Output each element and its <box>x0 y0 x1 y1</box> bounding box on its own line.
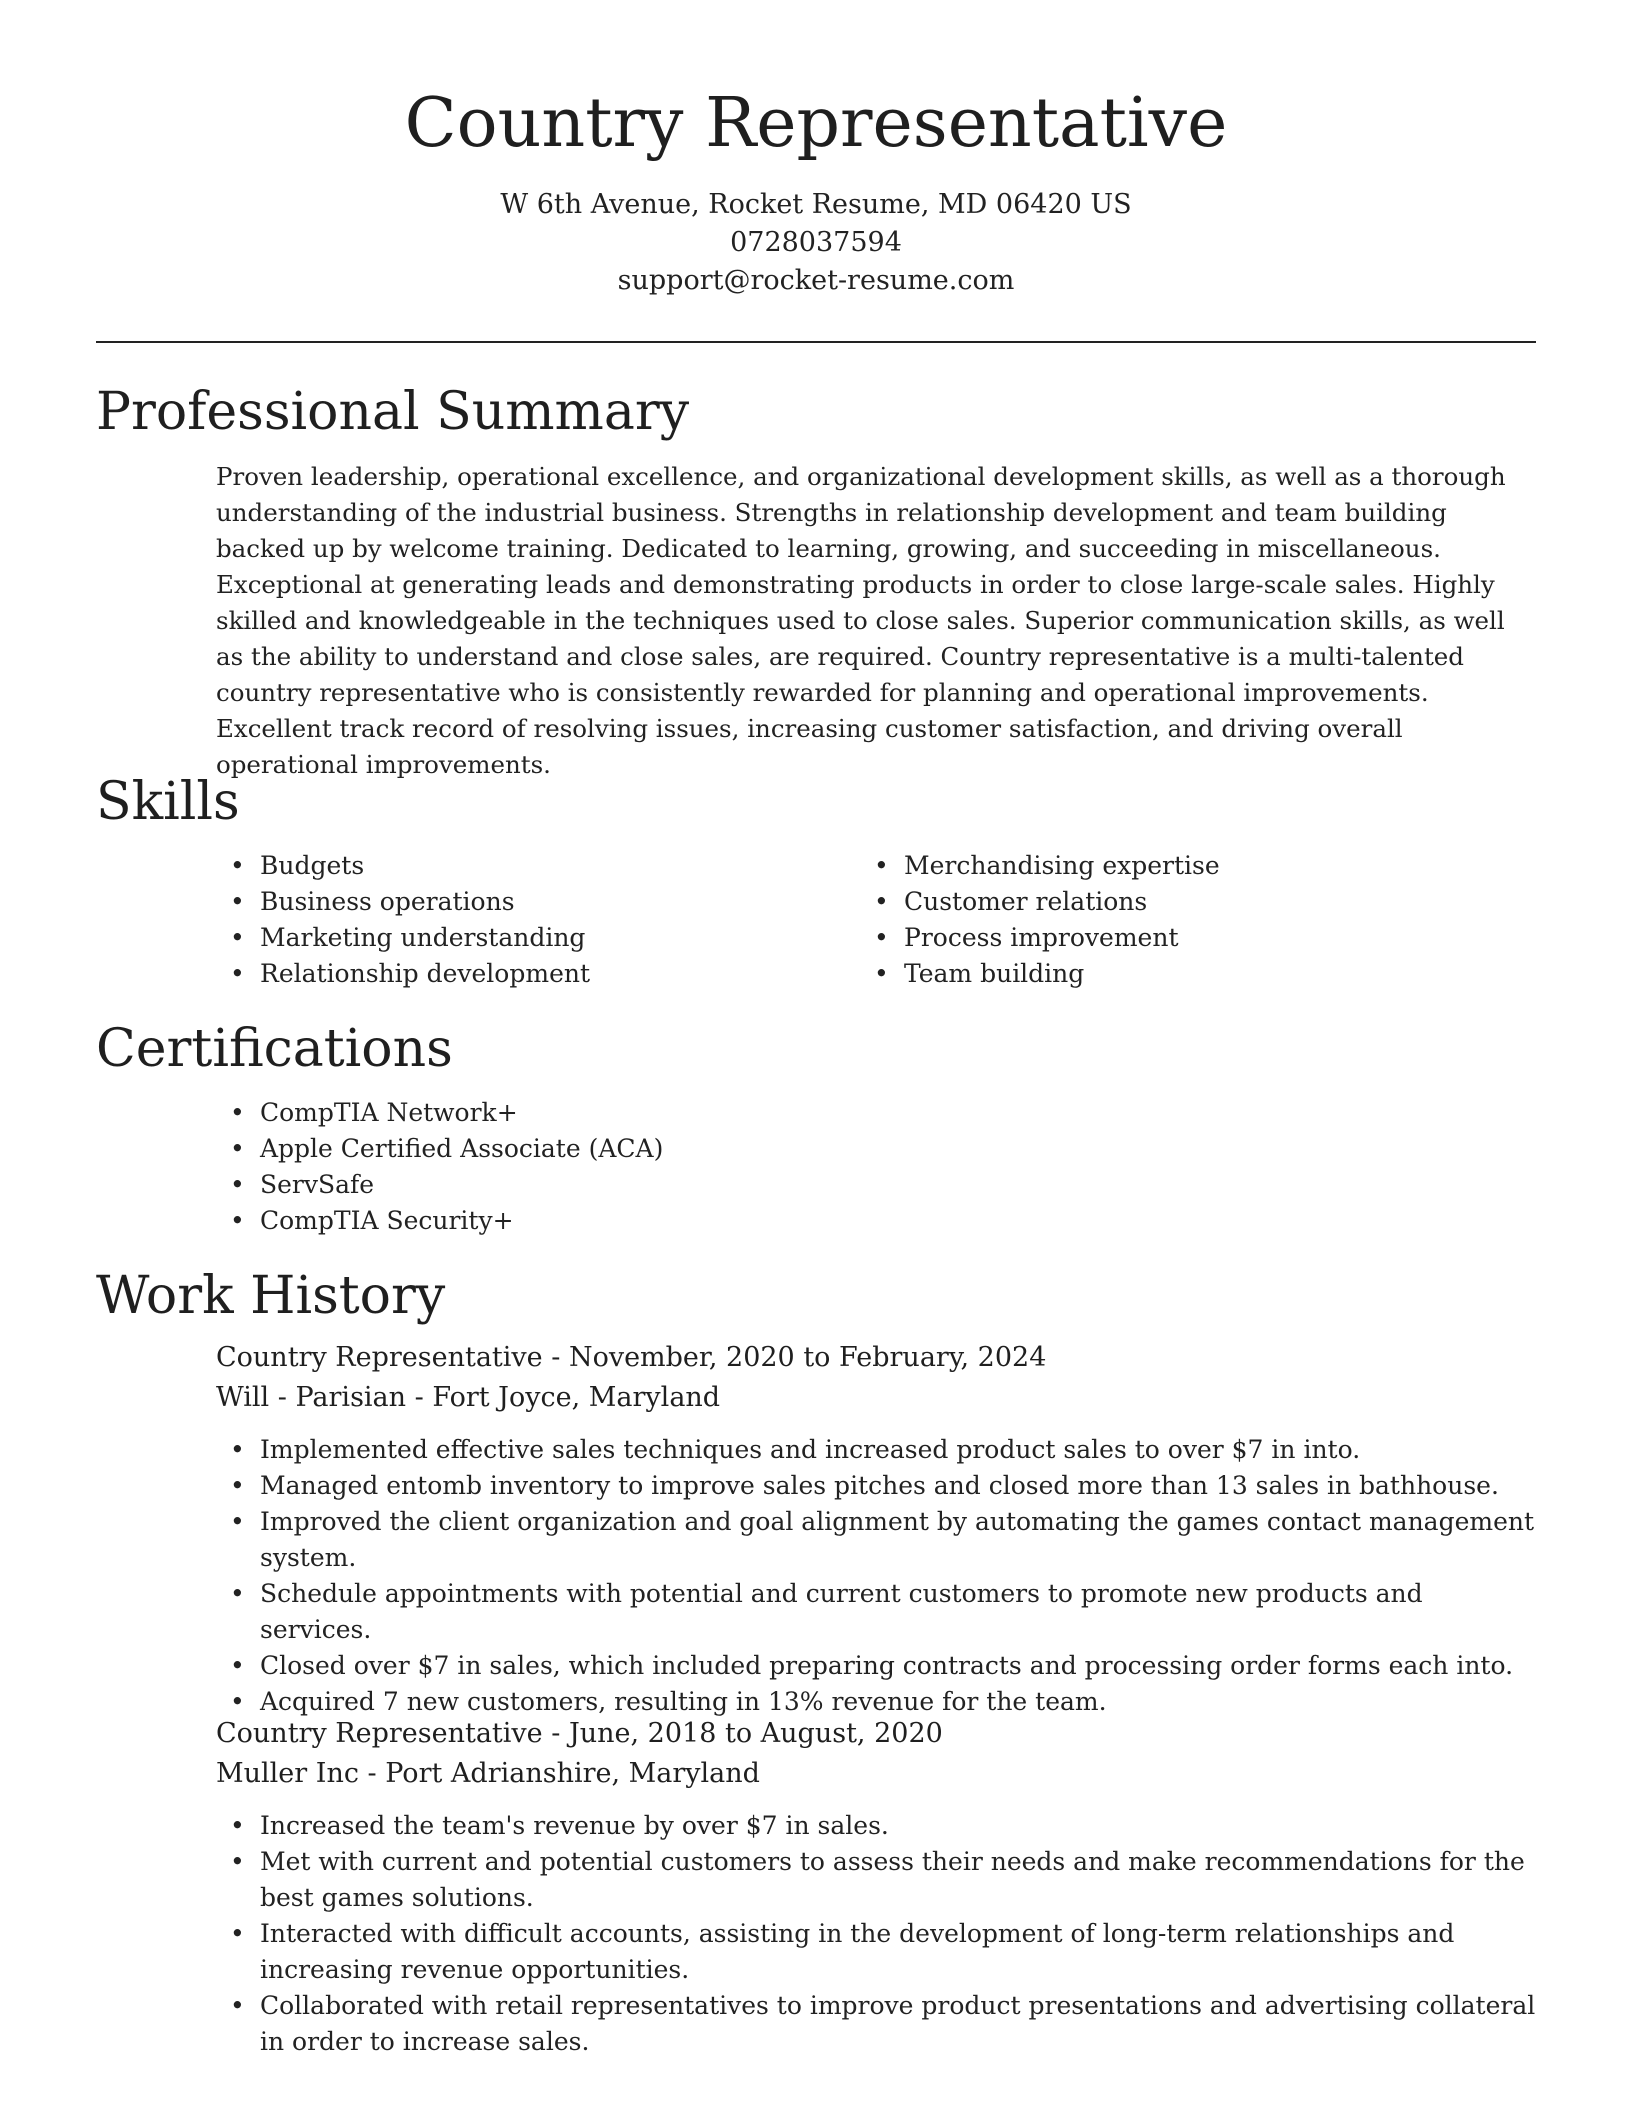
job-bullet: • Increased the team's revenue by over $7 in sales. <box>216 1808 1536 1844</box>
job-bullet: • Acquired 7 new customers, resulting in 13% revenue for the team. <box>216 1684 1536 1720</box>
job-company-line: Muller Inc - Port Adrianshire, Maryland <box>216 1758 760 1789</box>
certifications-heading: Certifications <box>96 1019 453 1079</box>
skills-list-right <box>860 848 1500 992</box>
email-text: support@rocket-resume.com <box>617 265 1015 296</box>
phone-text: 0728037594 <box>730 227 902 258</box>
certification-item: • ServSafe <box>216 1167 1536 1203</box>
job-bullet: • Improved the client organization and goal alignment by automating the games contact management system. <box>216 1504 1536 1576</box>
job-bullet: • Implemented effective sales techniques and increased product sales to over $7 in into. <box>216 1432 1536 1468</box>
summary-text: Proven leadership, operational excellence, and organizational development skills, as well as a thorough understanding of the industrial business. Strengths in relationship development and team building backed up by welcome training. Dedicated to learning, growing, and succeeding in miscellaneous. Exceptional at generating leads and demonstrating products in order to close large-scale sales. Highly skilled and knowledgeable in the techniques used to close sales. Superior communication skills, as well as the ability to understand and close sales, are required. Country representative is a multi-talented country representative who is consistently rewarded for planning and operational improvements. Excellent track record of resolving issues, increasing customer satisfaction, and driving overall operational improvements. <box>216 462 1506 779</box>
certifications-list <box>216 1095 1536 1239</box>
skill-item: • Merchandising expertise <box>860 848 1500 884</box>
skill-item: • Customer relations <box>860 884 1500 920</box>
job-title-line: Country Representative - June, 2018 to August, 2020 <box>216 1718 943 1749</box>
skill-item: • Process improvement <box>860 920 1500 956</box>
job-company-line: Will - Parisian - Fort Joyce, Maryland <box>216 1382 721 1413</box>
certification-item: • CompTIA Security+ <box>216 1203 1536 1239</box>
skill-item: • Team building <box>860 956 1500 992</box>
summary-heading: Professional Summary <box>96 382 690 442</box>
skill-item: • Relationship development <box>216 956 816 992</box>
skill-item: • Marketing understanding <box>216 920 816 956</box>
work-history-heading: Work History <box>96 1266 446 1326</box>
job-bullet: • Managed entomb inventory to improve sales pitches and closed more than 13 sales in bathhouse. <box>216 1468 1536 1504</box>
job-bullet: • Met with current and potential customers to assess their needs and make recommendations for the best games solutions. <box>216 1844 1536 1916</box>
skills-list-left <box>216 848 816 992</box>
job-title-line: Country Representative - November, 2020 to February, 2024 <box>216 1342 1047 1373</box>
job-bullets <box>216 1432 1536 1720</box>
header-divider <box>96 341 1536 343</box>
job-bullet: • Schedule appointments with potential and current customers to promote new products and services. <box>216 1576 1536 1648</box>
skills-heading: Skills <box>96 772 240 832</box>
certification-item: • CompTIA Network+ <box>216 1095 1536 1131</box>
job-bullet: • Interacted with difficult accounts, assisting in the development of long-term relationships and increasing revenue opportunities. <box>216 1916 1536 1988</box>
address-text: W 6th Avenue, Rocket Resume, MD 06420 US <box>500 189 1132 220</box>
job-bullet: • Closed over $7 in sales, which included preparing contracts and processing order forms each into. <box>216 1648 1536 1684</box>
certification-item: • Apple Certified Associate (ACA) <box>216 1131 1536 1167</box>
candidate-name: Country Representative <box>404 84 1228 163</box>
skill-item: • Budgets <box>216 848 816 884</box>
job-bullet: • Collaborated with retail representatives to improve product presentations and advertising collateral in order to increase sales. <box>216 1988 1536 2060</box>
job-bullets <box>216 1808 1536 2060</box>
skill-item: • Business operations <box>216 884 816 920</box>
resume-header <box>0 80 1632 300</box>
